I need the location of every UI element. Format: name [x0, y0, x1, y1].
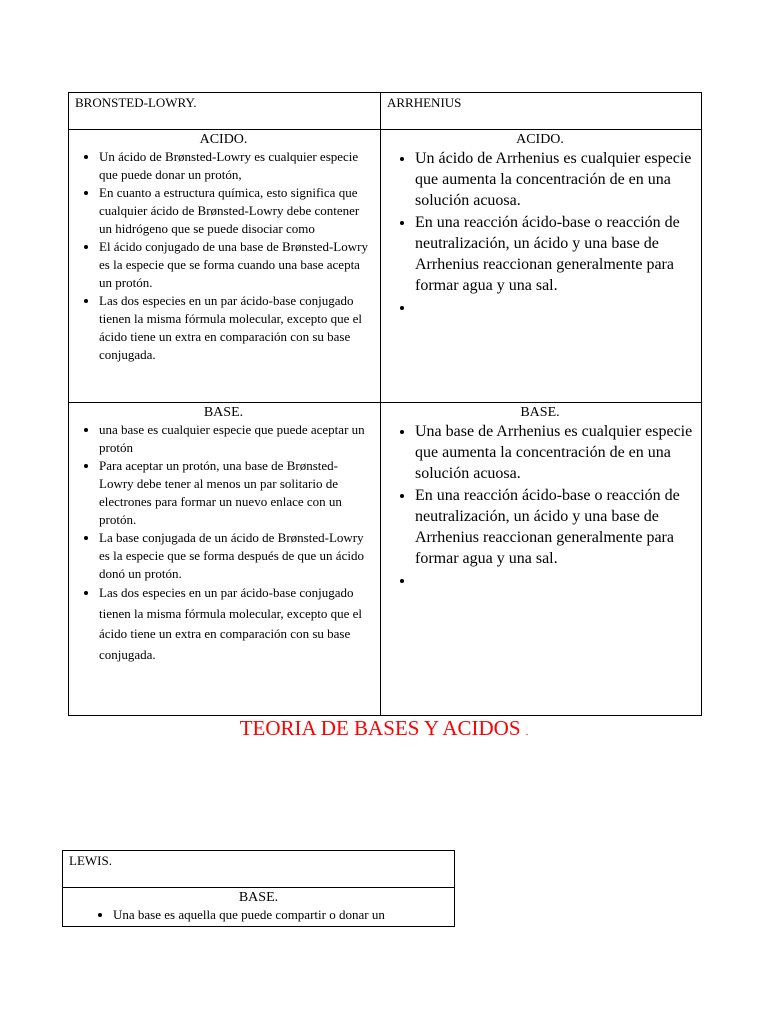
bronsted-acid-cell [69, 130, 381, 403]
list-item: • Para aceptar un protón, una base de Brønsted-Lowry debe tener al menos un par solitario de electrones para formar un nuevo enlace con un protón. [99, 457, 372, 529]
base-heading: BASE. [520, 405, 560, 420]
arrhenius-base-cell [381, 403, 702, 716]
acid-heading: ACIDO. [199, 132, 248, 147]
page-title [0, 716, 768, 741]
base-heading: BASE. [238, 890, 279, 905]
acid-base-theories-table [68, 92, 702, 716]
bronsted-acid-list [75, 148, 372, 364]
bronsted-base-cell [69, 403, 381, 716]
title-dot: . [525, 727, 529, 738]
list-item: • Una base es aquella que puede compartir o donar un [113, 906, 448, 924]
list-item: • La base conjugada de un ácido de Brønsted-Lowry es la especie que se forma después de que un ácido donó un protón. [99, 529, 372, 583]
list-item [415, 297, 693, 318]
arrhenius-acid-list [387, 148, 693, 318]
list-item: • El ácido conjugado de una base de Brønsted-Lowry es la especie que se forma cuando una base acepta un protón. [99, 238, 372, 292]
bronsted-base-list [75, 421, 372, 665]
list-item: • En cuanto a estructura química, esto significa que cualquier ácido de Brønsted-Lowry debe contener un hidrógeno que se puede disociar como [99, 184, 372, 238]
arrhenius-header: ARRHENIUS [381, 93, 702, 130]
list-item [415, 570, 693, 591]
list-item: • Una base de Arrhenius es cualquier especie que aumenta la concentración de en una solución acuosa. [415, 421, 693, 484]
list-item: • Un ácido de Brønsted-Lowry es cualquier especie que puede donar un protón, [99, 148, 372, 184]
list-item: • Un ácido de Arrhenius es cualquier especie que aumenta la concentración de en una solución acuosa. [415, 148, 693, 211]
title-text: TEORIA DE BASES Y ACIDOS [239, 716, 521, 740]
lewis-header: LEWIS. [63, 851, 455, 888]
lewis-table [62, 850, 455, 927]
lewis-header-row [63, 851, 455, 888]
arrhenius-base-list [387, 421, 693, 591]
list-item: • Las dos especies en un par ácido-base conjugado tienen la misma fórmula molecular, excepto que el ácido tiene un extra en comparación con su base conjugada. [99, 292, 372, 364]
acid-heading: ACIDO. [516, 132, 564, 147]
base-heading: BASE. [203, 405, 244, 420]
arrhenius-acid-cell [381, 130, 702, 403]
list-item: • En una reacción ácido-base o reacción de neutralización, un ácido y una base de Arrhenius reaccionan generalmente para formar agua y una sal. [415, 485, 693, 569]
lewis-base-list [69, 906, 448, 924]
bronsted-lowry-header: BRONSTED-LOWRY. [69, 93, 381, 130]
list-item: • una base es cualquier especie que puede aceptar un protón [99, 421, 372, 457]
list-item: • Las dos especies en un par ácido-base conjugado tienen la misma fórmula molecular, excepto que el ácido tiene un extra en comparación con su base conjugada. [99, 583, 372, 665]
header-row [69, 93, 702, 130]
base-row [69, 403, 702, 716]
acid-row [69, 130, 702, 403]
lewis-base-row [63, 888, 455, 927]
lewis-base-cell [63, 888, 455, 927]
list-item: • En una reacción ácido-base o reacción de neutralización, un ácido y una base de Arrhenius reaccionan generalmente para formar agua y una sal. [415, 212, 693, 296]
